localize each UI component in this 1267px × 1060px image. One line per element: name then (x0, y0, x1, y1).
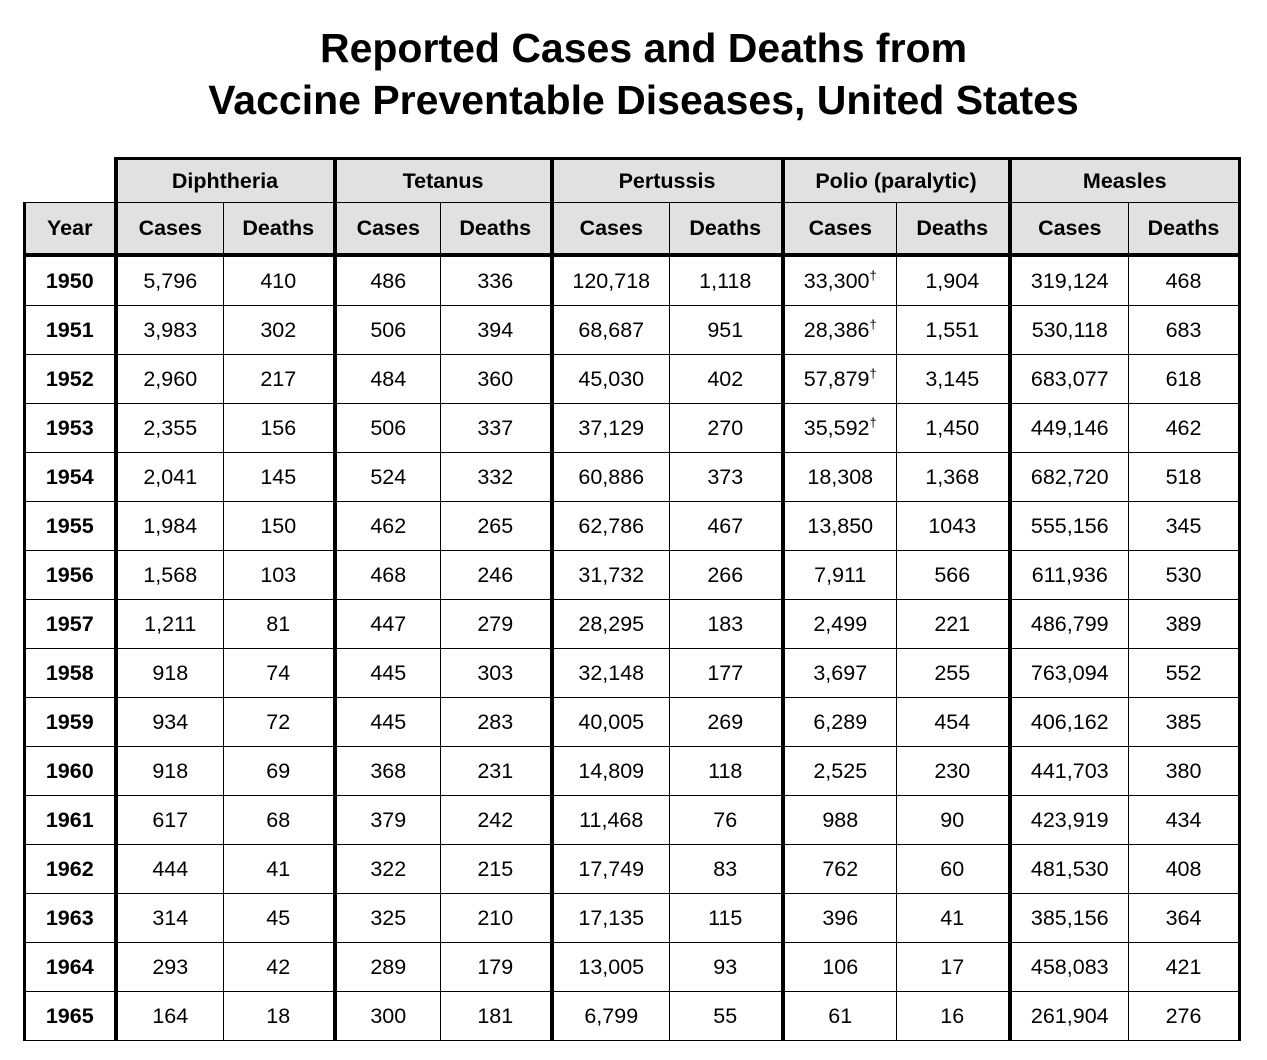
footnote-dagger-mark: † (869, 365, 877, 381)
pertussis-deaths-cell: 76 (670, 796, 783, 845)
pertussis-deaths-cell: 118 (670, 747, 783, 796)
polio-cases-value: 57,879 (803, 366, 870, 391)
header-tetanus-cases: Cases (335, 203, 441, 256)
diphtheria-cases-cell: 2,355 (116, 404, 224, 453)
measles-deaths-cell: 518 (1129, 453, 1240, 502)
measles-cases-cell: 449,146 (1010, 404, 1129, 453)
header-diphtheria-cases: Cases (116, 203, 224, 256)
diphtheria-cases-cell: 164 (116, 992, 224, 1041)
diphtheria-deaths-cell: 42 (224, 943, 335, 992)
table-row (25, 453, 1240, 502)
year-cell: 1956 (25, 551, 116, 600)
pertussis-deaths-cell: 93 (670, 943, 783, 992)
polio-deaths-cell: 221 (897, 600, 1010, 649)
pertussis-cases-cell: 45,030 (552, 355, 670, 404)
diphtheria-deaths-cell: 150 (224, 502, 335, 551)
measles-cases-cell: 441,703 (1010, 747, 1129, 796)
pertussis-cases-cell: 28,295 (552, 600, 670, 649)
diphtheria-cases-cell: 2,960 (116, 355, 224, 404)
header-blank-cell (25, 159, 116, 203)
polio-deaths-cell: 3,145 (897, 355, 1010, 404)
header-tetanus-deaths: Deaths (441, 203, 552, 256)
table-row (25, 600, 1240, 649)
tetanus-deaths-cell: 210 (441, 894, 552, 943)
year-cell: 1960 (25, 747, 116, 796)
header-diphtheria: Diphtheria (116, 159, 335, 203)
tetanus-cases-cell: 325 (335, 894, 441, 943)
year-cell: 1953 (25, 404, 116, 453)
pertussis-deaths-cell: 269 (670, 698, 783, 747)
tetanus-cases-cell: 447 (335, 600, 441, 649)
tetanus-deaths-cell: 332 (441, 453, 552, 502)
pertussis-cases-cell: 11,468 (552, 796, 670, 845)
tetanus-cases-cell: 484 (335, 355, 441, 404)
pertussis-deaths-cell: 951 (670, 306, 783, 355)
year-cell: 1959 (25, 698, 116, 747)
pertussis-cases-cell: 37,129 (552, 404, 670, 453)
polio-deaths-cell: 1,904 (897, 255, 1010, 306)
polio-deaths-cell: 454 (897, 698, 1010, 747)
polio-cases-cell: 3,697 (783, 649, 897, 698)
diphtheria-cases-cell: 314 (116, 894, 224, 943)
polio-cases-cell: 61 (783, 992, 897, 1041)
polio-deaths-cell: 230 (897, 747, 1010, 796)
year-cell: 1957 (25, 600, 116, 649)
polio-cases-cell (783, 306, 897, 355)
year-cell: 1951 (25, 306, 116, 355)
year-cell: 1958 (25, 649, 116, 698)
pertussis-cases-cell: 120,718 (552, 255, 670, 306)
tetanus-deaths-cell: 242 (441, 796, 552, 845)
measles-cases-cell: 423,919 (1010, 796, 1129, 845)
year-cell: 1965 (25, 992, 116, 1041)
diphtheria-cases-cell: 918 (116, 747, 224, 796)
polio-cases-cell (783, 255, 897, 306)
measles-deaths-cell: 380 (1129, 747, 1240, 796)
polio-cases-cell (783, 404, 897, 453)
pertussis-cases-cell: 31,732 (552, 551, 670, 600)
table-row (25, 255, 1240, 306)
year-cell: 1964 (25, 943, 116, 992)
polio-cases-value: 28,386 (803, 317, 870, 342)
measles-deaths-cell: 468 (1129, 255, 1240, 306)
table-row (25, 551, 1240, 600)
year-cell: 1952 (25, 355, 116, 404)
pertussis-cases-cell: 14,809 (552, 747, 670, 796)
measles-cases-cell: 486,799 (1010, 600, 1129, 649)
header-polio-deaths: Deaths (897, 203, 1010, 256)
header-polio-cases: Cases (783, 203, 897, 256)
tetanus-deaths-cell: 394 (441, 306, 552, 355)
diphtheria-cases-cell: 3,983 (116, 306, 224, 355)
measles-cases-cell: 406,162 (1010, 698, 1129, 747)
table-row (25, 649, 1240, 698)
diphtheria-deaths-cell: 18 (224, 992, 335, 1041)
polio-cases-value: 33,300 (803, 268, 870, 293)
measles-deaths-cell: 345 (1129, 502, 1240, 551)
measles-deaths-cell: 530 (1129, 551, 1240, 600)
measles-deaths-cell: 618 (1129, 355, 1240, 404)
tetanus-cases-cell: 289 (335, 943, 441, 992)
header-measles: Measles (1010, 159, 1240, 203)
measles-cases-cell: 763,094 (1010, 649, 1129, 698)
measles-cases-cell: 458,083 (1010, 943, 1129, 992)
measles-cases-cell: 530,118 (1010, 306, 1129, 355)
polio-deaths-cell: 16 (897, 992, 1010, 1041)
pertussis-cases-cell: 17,749 (552, 845, 670, 894)
measles-cases-cell: 682,720 (1010, 453, 1129, 502)
measles-deaths-cell: 434 (1129, 796, 1240, 845)
polio-deaths-cell: 1,450 (897, 404, 1010, 453)
header-pertussis: Pertussis (552, 159, 783, 203)
table-row (25, 845, 1240, 894)
pertussis-deaths-cell: 266 (670, 551, 783, 600)
pertussis-deaths-cell: 270 (670, 404, 783, 453)
table-row (25, 502, 1240, 551)
diphtheria-deaths-cell: 302 (224, 306, 335, 355)
pertussis-deaths-cell: 1,118 (670, 255, 783, 306)
header-diphtheria-deaths: Deaths (224, 203, 335, 256)
polio-deaths-cell: 566 (897, 551, 1010, 600)
diphtheria-cases-cell: 1,211 (116, 600, 224, 649)
tetanus-deaths-cell: 265 (441, 502, 552, 551)
tetanus-cases-cell: 462 (335, 502, 441, 551)
polio-deaths-cell: 17 (897, 943, 1010, 992)
measles-cases-cell: 611,936 (1010, 551, 1129, 600)
table-row (25, 943, 1240, 992)
diphtheria-cases-cell: 1,568 (116, 551, 224, 600)
pertussis-deaths-cell: 177 (670, 649, 783, 698)
table-row (25, 306, 1240, 355)
measles-cases-cell: 319,124 (1010, 255, 1129, 306)
diphtheria-deaths-cell: 45 (224, 894, 335, 943)
year-cell: 1961 (25, 796, 116, 845)
pertussis-deaths-cell: 183 (670, 600, 783, 649)
measles-deaths-cell: 389 (1129, 600, 1240, 649)
diphtheria-deaths-cell: 145 (224, 453, 335, 502)
polio-cases-cell: 2,525 (783, 747, 897, 796)
pertussis-cases-cell: 68,687 (552, 306, 670, 355)
disease-data-table (23, 157, 1241, 1041)
measles-deaths-cell: 552 (1129, 649, 1240, 698)
header-year: Year (25, 203, 116, 256)
title-line-1: Reported Cases and Deaths from (319, 25, 968, 71)
pertussis-deaths-cell: 373 (670, 453, 783, 502)
table-row (25, 992, 1240, 1041)
polio-cases-cell (783, 355, 897, 404)
measles-cases-cell: 261,904 (1010, 992, 1129, 1041)
pertussis-deaths-cell: 83 (670, 845, 783, 894)
measles-deaths-cell: 462 (1129, 404, 1240, 453)
header-pertussis-deaths: Deaths (670, 203, 783, 256)
tetanus-cases-cell: 506 (335, 404, 441, 453)
measles-deaths-cell: 385 (1129, 698, 1240, 747)
measles-deaths-cell: 408 (1129, 845, 1240, 894)
footnote-dagger-mark: † (869, 267, 877, 283)
pertussis-cases-cell: 62,786 (552, 502, 670, 551)
tetanus-cases-cell: 445 (335, 649, 441, 698)
table-body (25, 255, 1240, 1041)
polio-deaths-cell: 90 (897, 796, 1010, 845)
year-cell: 1955 (25, 502, 116, 551)
tetanus-cases-cell: 445 (335, 698, 441, 747)
tetanus-deaths-cell: 336 (441, 255, 552, 306)
header-tetanus: Tetanus (335, 159, 552, 203)
diphtheria-deaths-cell: 217 (224, 355, 335, 404)
tetanus-deaths-cell: 360 (441, 355, 552, 404)
header-measles-cases: Cases (1010, 203, 1129, 256)
tetanus-deaths-cell: 303 (441, 649, 552, 698)
pertussis-cases-cell: 60,886 (552, 453, 670, 502)
polio-deaths-cell: 60 (897, 845, 1010, 894)
diphtheria-cases-cell: 5,796 (116, 255, 224, 306)
page-title (0, 22, 1267, 126)
year-cell: 1954 (25, 453, 116, 502)
polio-cases-cell: 6,289 (783, 698, 897, 747)
table-row (25, 404, 1240, 453)
diphtheria-deaths-cell: 103 (224, 551, 335, 600)
polio-cases-cell: 2,499 (783, 600, 897, 649)
tetanus-deaths-cell: 179 (441, 943, 552, 992)
header-polio: Polio (paralytic) (783, 159, 1010, 203)
diphtheria-cases-cell: 934 (116, 698, 224, 747)
pertussis-cases-cell: 6,799 (552, 992, 670, 1041)
table-row (25, 355, 1240, 404)
table-row (25, 894, 1240, 943)
measles-deaths-cell: 276 (1129, 992, 1240, 1041)
polio-cases-cell: 106 (783, 943, 897, 992)
polio-cases-cell: 762 (783, 845, 897, 894)
polio-deaths-cell: 255 (897, 649, 1010, 698)
measles-deaths-cell: 683 (1129, 306, 1240, 355)
tetanus-cases-cell: 486 (335, 255, 441, 306)
tetanus-deaths-cell: 246 (441, 551, 552, 600)
pertussis-deaths-cell: 115 (670, 894, 783, 943)
sub-header-row (25, 203, 1240, 256)
table-row (25, 698, 1240, 747)
pertussis-deaths-cell: 467 (670, 502, 783, 551)
pertussis-cases-cell: 40,005 (552, 698, 670, 747)
diphtheria-cases-cell: 2,041 (116, 453, 224, 502)
tetanus-deaths-cell: 337 (441, 404, 552, 453)
table-row (25, 796, 1240, 845)
diphtheria-deaths-cell: 74 (224, 649, 335, 698)
polio-deaths-cell: 1,368 (897, 453, 1010, 502)
diphtheria-deaths-cell: 69 (224, 747, 335, 796)
title-line-2: Vaccine Preventable Diseases, United States (208, 77, 1079, 123)
footnote-dagger-mark: † (869, 414, 877, 430)
tetanus-cases-cell: 524 (335, 453, 441, 502)
tetanus-deaths-cell: 181 (441, 992, 552, 1041)
polio-cases-cell: 13,850 (783, 502, 897, 551)
table-row (25, 747, 1240, 796)
disease-header-row (25, 159, 1240, 203)
header-pertussis-cases: Cases (552, 203, 670, 256)
diphtheria-cases-cell: 617 (116, 796, 224, 845)
measles-cases-cell: 385,156 (1010, 894, 1129, 943)
tetanus-cases-cell: 379 (335, 796, 441, 845)
tetanus-deaths-cell: 231 (441, 747, 552, 796)
tetanus-cases-cell: 468 (335, 551, 441, 600)
measles-cases-cell: 555,156 (1010, 502, 1129, 551)
pertussis-cases-cell: 32,148 (552, 649, 670, 698)
tetanus-cases-cell: 368 (335, 747, 441, 796)
polio-cases-cell: 18,308 (783, 453, 897, 502)
pertussis-deaths-cell: 402 (670, 355, 783, 404)
diphtheria-deaths-cell: 72 (224, 698, 335, 747)
tetanus-cases-cell: 506 (335, 306, 441, 355)
tetanus-cases-cell: 300 (335, 992, 441, 1041)
diphtheria-cases-cell: 918 (116, 649, 224, 698)
tetanus-deaths-cell: 283 (441, 698, 552, 747)
tetanus-deaths-cell: 215 (441, 845, 552, 894)
pertussis-cases-cell: 17,135 (552, 894, 670, 943)
polio-cases-cell: 988 (783, 796, 897, 845)
measles-cases-cell: 481,530 (1010, 845, 1129, 894)
measles-cases-cell: 683,077 (1010, 355, 1129, 404)
measles-deaths-cell: 364 (1129, 894, 1240, 943)
pertussis-cases-cell: 13,005 (552, 943, 670, 992)
diphtheria-deaths-cell: 81 (224, 600, 335, 649)
tetanus-deaths-cell: 279 (441, 600, 552, 649)
diphtheria-deaths-cell: 68 (224, 796, 335, 845)
diphtheria-deaths-cell: 41 (224, 845, 335, 894)
diphtheria-cases-cell: 293 (116, 943, 224, 992)
tetanus-cases-cell: 322 (335, 845, 441, 894)
year-cell: 1963 (25, 894, 116, 943)
diphtheria-deaths-cell: 410 (224, 255, 335, 306)
diphtheria-deaths-cell: 156 (224, 404, 335, 453)
polio-deaths-cell: 1,551 (897, 306, 1010, 355)
header-measles-deaths: Deaths (1129, 203, 1240, 256)
polio-deaths-cell: 41 (897, 894, 1010, 943)
year-cell: 1950 (25, 255, 116, 306)
polio-cases-cell: 7,911 (783, 551, 897, 600)
polio-cases-value: 35,592 (803, 415, 870, 440)
polio-deaths-cell: 1043 (897, 502, 1010, 551)
measles-deaths-cell: 421 (1129, 943, 1240, 992)
footnote-dagger-mark: † (869, 316, 877, 332)
pertussis-deaths-cell: 55 (670, 992, 783, 1041)
diphtheria-cases-cell: 1,984 (116, 502, 224, 551)
diphtheria-cases-cell: 444 (116, 845, 224, 894)
polio-cases-cell: 396 (783, 894, 897, 943)
year-cell: 1962 (25, 845, 116, 894)
